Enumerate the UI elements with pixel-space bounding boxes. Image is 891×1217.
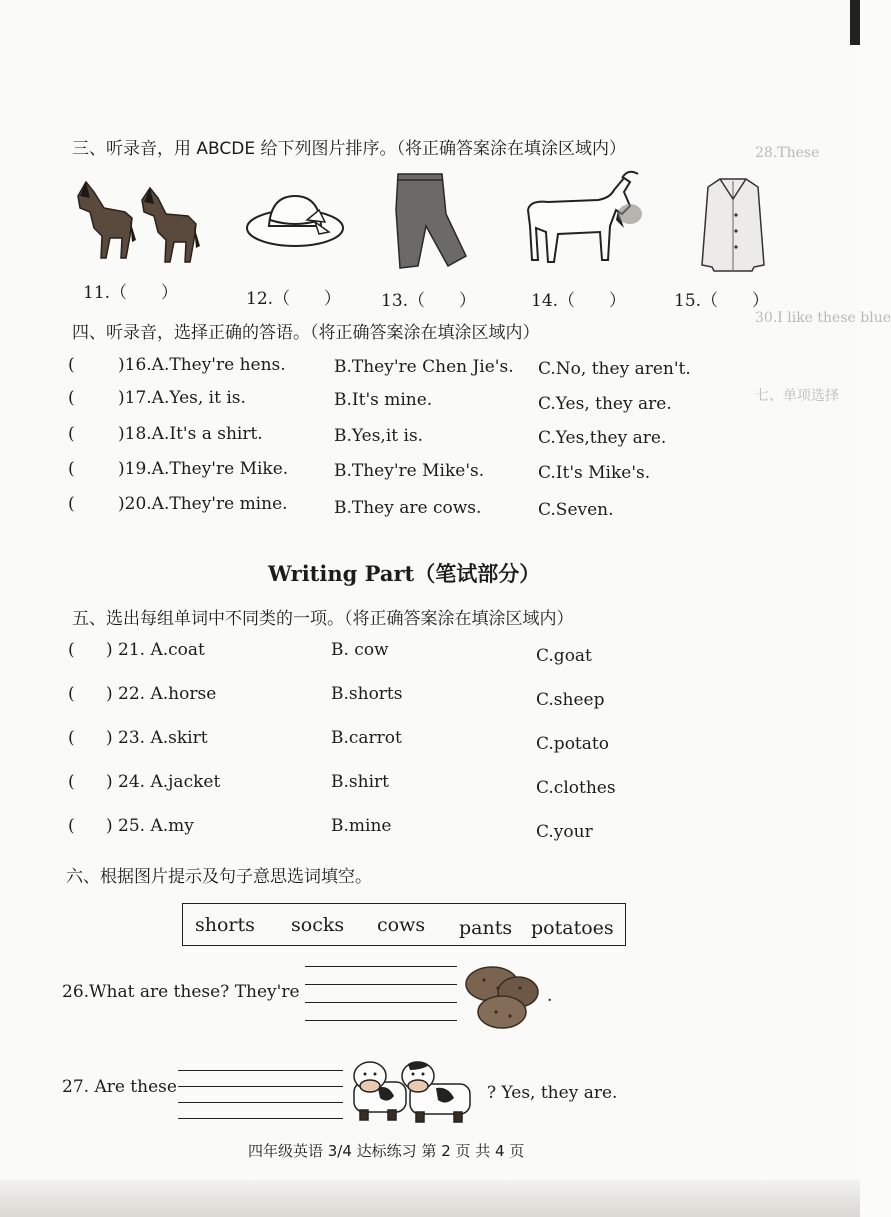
blank-13[interactable]: 13.（ ） <box>381 291 477 311</box>
writing-line[interactable] <box>178 1118 343 1119</box>
bleed-through-text: 30.I like these blue <box>755 310 891 326</box>
question-27-answer: ? Yes, they are. <box>487 1083 618 1103</box>
section-4-title: 四、听录音，选择正确的答语。（将正确答案涂在填涂区域内） <box>72 323 540 343</box>
answer-paren[interactable]: ( <box>68 494 75 514</box>
scan-edge <box>850 0 860 45</box>
answer-paren[interactable]: ( <box>68 684 75 704</box>
page-footer: 四年级英语 3/4 达标练习 第 2 页 共 4 页 <box>248 1142 525 1160</box>
word-bank-item: shorts <box>195 914 255 936</box>
question-25: ( ) 25. A.my B.mine C.your <box>68 816 593 842</box>
answer-paren[interactable]: ( <box>68 424 75 444</box>
answer-paren[interactable]: ( <box>68 816 75 836</box>
answer-paren[interactable]: ( <box>68 355 75 375</box>
answer-paren[interactable]: ( <box>68 388 75 408</box>
question-24: ( ) 24. A.jacket B.shirt C.clothes <box>68 772 616 798</box>
section-6-title: 六、根据图片提示及句子意思选词填空。 <box>66 867 372 887</box>
question-26-period: . <box>547 986 553 1006</box>
answer-paren[interactable]: ( <box>68 459 75 479</box>
writing-line[interactable] <box>305 984 457 985</box>
answer-paren[interactable]: ( <box>68 728 75 748</box>
question-27-text: 27. Are these <box>62 1077 177 1097</box>
section-3-title: 三、听录音，用 ABCDE 给下列图片排序。（将正确答案涂在填涂区域内） <box>72 139 627 159</box>
potatoes-picture <box>462 962 544 1032</box>
word-bank-item: cows <box>377 914 426 936</box>
writing-line[interactable] <box>178 1070 343 1071</box>
question-17: ( )17.A.Yes, it is. B.It's mine. C.Yes, they are. <box>68 388 672 414</box>
question-21: ( ) 21. A.coat B. cow C.goat <box>68 640 592 666</box>
bleed-through-text: 七、单项选择 <box>755 388 839 404</box>
question-23: ( ) 23. A.skirt B.carrot C.potato <box>68 728 609 754</box>
word-bank-item: socks <box>291 914 345 936</box>
question-16: ( )16.A.They're hens. B.They're Chen Jie's. C.No, they aren't. <box>68 355 691 379</box>
blank-12[interactable]: 12.（ ） <box>246 289 342 309</box>
question-20: ( )20.A.They're mine. B.They are cows. C.Seven. <box>68 494 614 520</box>
blank-14[interactable]: 14.（ ） <box>531 291 627 311</box>
word-bank-item: potatoes <box>531 917 614 939</box>
writing-line[interactable] <box>305 1020 457 1021</box>
blank-15[interactable]: 15.（ ） <box>674 291 770 311</box>
answer-paren[interactable]: ( <box>68 772 75 792</box>
coat-picture <box>698 175 768 275</box>
question-18: ( )18.A.It's a shirt. B.Yes,it is. C.Yes,they are. <box>68 424 667 448</box>
question-22: ( ) 22. A.horse B.shorts C.sheep <box>68 684 605 710</box>
word-bank <box>182 903 626 946</box>
bleed-through-text: 28.These <box>755 145 820 161</box>
question-26-text: 26.What are these? They're <box>62 982 300 1002</box>
answer-paren[interactable]: ( <box>68 640 75 660</box>
hat-picture <box>245 190 350 250</box>
question-19: ( )19.A.They're Mike. B.They're Mike's. C.It's Mike's. <box>68 459 651 483</box>
picture-numbers <box>0 278 860 311</box>
writing-line[interactable] <box>305 1002 457 1003</box>
scan-shadow <box>0 1180 860 1217</box>
horses-picture <box>70 178 205 268</box>
writing-line[interactable] <box>178 1102 343 1103</box>
writing-part-heading: Writing Part（笔试部分） <box>268 561 541 586</box>
cows-picture <box>348 1056 480 1124</box>
goat-picture <box>518 170 648 270</box>
picture-row <box>70 170 790 280</box>
writing-line[interactable] <box>305 966 457 967</box>
word-bank-item: pants <box>459 917 513 939</box>
section-5-title: 五、选出每组单词中不同类的一项。（将正确答案涂在填涂区域内） <box>72 609 574 629</box>
writing-line[interactable] <box>178 1086 343 1087</box>
pants-picture <box>390 170 470 270</box>
blank-11[interactable]: 11.（ ） <box>83 283 179 303</box>
